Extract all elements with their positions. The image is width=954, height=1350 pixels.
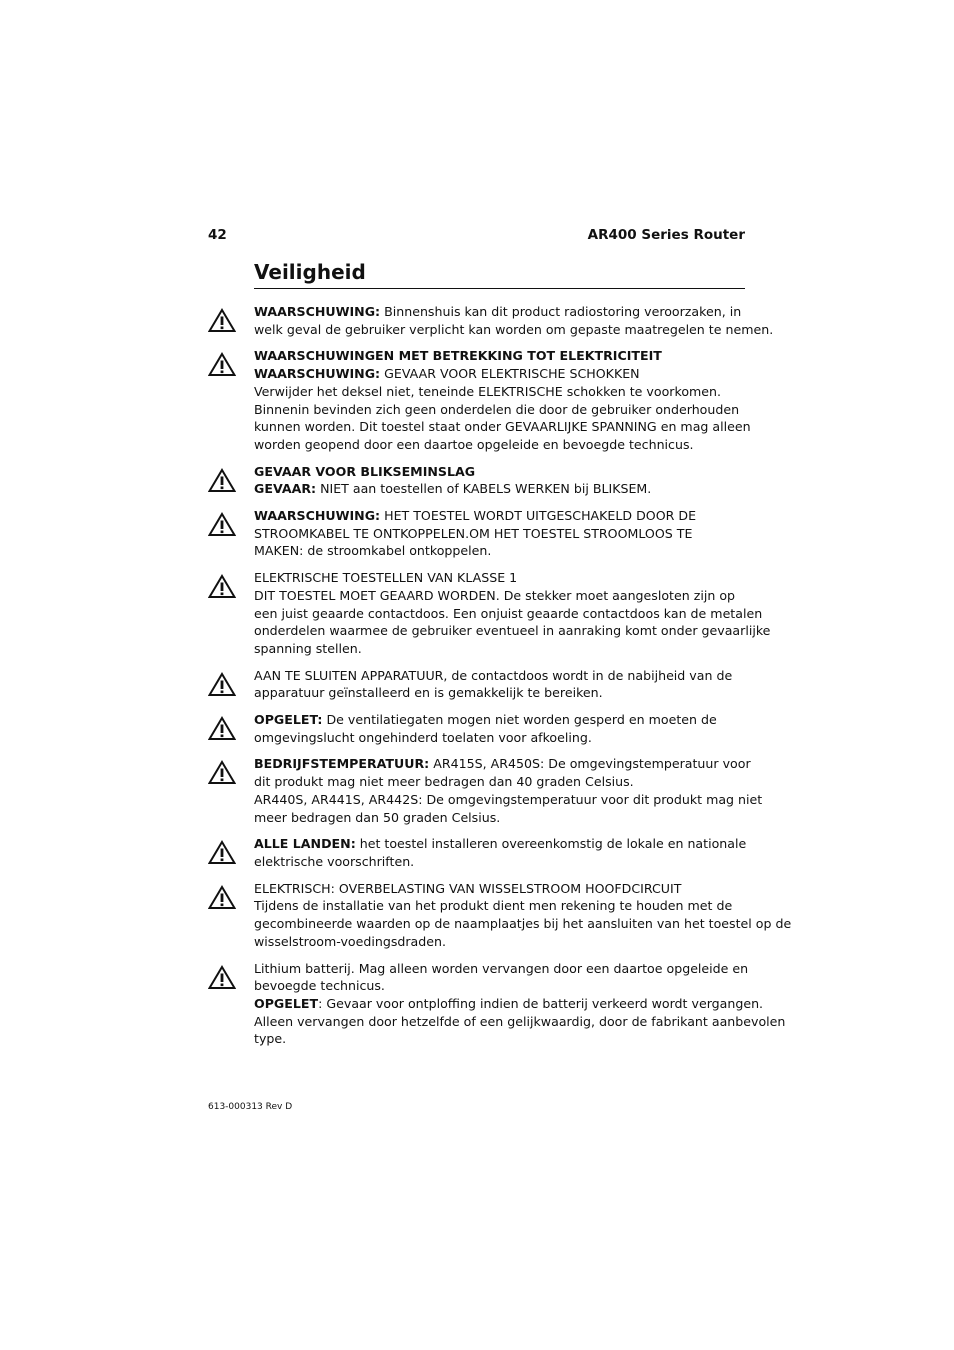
warning-triangle-icon xyxy=(208,840,236,865)
warning-text-line xyxy=(254,1030,745,1048)
warning-triangle-icon xyxy=(208,468,236,493)
warning-text-line xyxy=(254,436,745,454)
warning-text: apparatuur geïnstalleerd en is gemakkelijk te bereiken. xyxy=(254,685,603,701)
warning-entry xyxy=(254,463,745,498)
warning-triangle-icon xyxy=(208,760,236,785)
document-code: 613-000313 Rev D xyxy=(208,1102,293,1112)
warning-text-line xyxy=(254,1013,786,1031)
warning-label: BEDRIJFSTEMPERATUUR: xyxy=(254,756,430,772)
warning-text: meer bedragen dan 50 graden Celsius. xyxy=(254,809,501,825)
page-number: 42 xyxy=(208,227,227,243)
warning-text: omgevingslucht ongehinderd toelaten voor afkoeling. xyxy=(254,729,592,745)
warning-text: Tijdens de installatie van het produkt dient men rekening te houden met de xyxy=(254,898,733,914)
warning-text-line xyxy=(254,365,745,383)
warning-text-line xyxy=(254,401,745,419)
warning-text: elektrische voorschriften. xyxy=(254,853,415,869)
warning-label: WAARSCHUWINGEN MET BETREKKING TOT ELEKTRICITEIT xyxy=(254,348,662,364)
warning-text-line xyxy=(254,640,745,658)
warning-text-line xyxy=(254,995,764,1013)
warning-text: ELEKTRISCHE TOESTELLEN VAN KLASSE 1 xyxy=(254,570,518,586)
warning-label: WAARSCHUWING: xyxy=(254,508,381,524)
warning-entry xyxy=(254,347,751,453)
warning-text-line xyxy=(254,853,745,871)
warning-text-line xyxy=(254,684,745,702)
warning-text: ELEKTRISCH: OVERBELASTING VAN WISSELSTROOM HOOFDCIRCUIT xyxy=(254,880,682,896)
warning-text-line xyxy=(254,729,745,747)
warning-text-line xyxy=(254,809,745,827)
warning-text-line xyxy=(254,791,763,809)
warning-text-line xyxy=(254,480,745,498)
warning-text-line xyxy=(254,587,745,605)
warning-text: STROOMKABEL TE ONTKOPPELEN.OM HET TOESTEL STROOMLOOS TE xyxy=(254,525,693,541)
warning-entry xyxy=(254,960,786,1049)
warning-text-line xyxy=(254,667,745,685)
warning-text: type. xyxy=(254,1031,287,1047)
warning-label: WAARSCHUWING: xyxy=(254,304,381,319)
warning-text: DIT TOESTEL MOET GEAARD WORDEN. De stekker moet aangesloten zijn op xyxy=(254,587,736,603)
warning-text: dit produkt mag niet meer bedragen dan 40 graden Celsius. xyxy=(254,774,634,790)
warning-text-line xyxy=(254,880,745,898)
warning-text: AR440S, AR441S, AR442S: De omgevingstemperatuur voor dit produkt mag niet xyxy=(254,791,763,807)
warning-text-line xyxy=(254,977,745,995)
warning-text: Verwijder het deksel niet, teneinde ELEKTRISCHE schokken te voorkomen. xyxy=(254,383,722,399)
warning-text: HET TOESTEL WORDT UITGESCHAKELD DOOR DE xyxy=(380,508,697,524)
warning-entry xyxy=(254,711,745,746)
warning-text: Lithium batterij. Mag alleen worden vervangen door een daartoe opgeleide en xyxy=(254,960,749,976)
warning-text: kunnen worden. Dit toestel staat onder GEVAARLIJKE SPANNING en mag alleen xyxy=(254,419,751,435)
warning-entry xyxy=(254,835,745,870)
warning-text: De ventilatiegaten mogen niet worden gesperd en moeten de xyxy=(322,712,717,728)
warning-entry xyxy=(254,667,745,702)
warning-text-line xyxy=(254,773,745,791)
warning-text: NIET aan toestellen of KABELS WERKEN bij BLIKSEM. xyxy=(316,481,652,497)
warning-text: onderdelen waarmee de gebruiker eventueel in aanraking komt onder gevaarlijke xyxy=(254,623,771,639)
warning-triangle-icon xyxy=(208,352,236,377)
warning-text-line xyxy=(254,605,763,623)
warning-text-line xyxy=(254,383,745,401)
warning-text: een juist geaarde contactdoos. Een onjuist geaarde contactdoos kan de metalen xyxy=(254,605,763,621)
warning-entry xyxy=(254,755,763,826)
warning-text: Binnenin bevinden zich geen onderdelen die door de gebruiker onderhouden xyxy=(254,401,740,417)
warning-text: Alleen vervangen door hetzelfde of een gelijkwaardig, door de fabrikant aanbevolen xyxy=(254,1013,786,1029)
warning-text: gecombineerde waarden op de naamplaatjes bij het aansluiten van het toestel op de xyxy=(254,916,792,932)
section-title: Veiligheid xyxy=(254,259,745,289)
warning-entry xyxy=(254,507,745,560)
warning-text: Binnenshuis kan dit product radiostoring veroorzaken, in xyxy=(380,304,742,319)
warning-text-line xyxy=(254,755,751,773)
warning-text-line xyxy=(254,915,792,933)
warning-text-line xyxy=(254,525,745,543)
warning-triangle-icon xyxy=(208,512,236,537)
warning-text-line xyxy=(254,711,745,729)
warning-label: GEVAAR VOOR BLIKSEMINSLAG xyxy=(254,463,476,479)
warning-text-line xyxy=(254,835,745,853)
warning-text: AR415S, AR450S: De omgevingstemperatuur voor xyxy=(429,756,751,772)
warning-entry xyxy=(254,880,792,951)
warning-text: GEVAAR VOOR ELEKTRISCHE SCHOKKEN xyxy=(380,366,640,382)
warning-triangle-icon xyxy=(208,716,236,741)
warning-text: MAKEN: de stroomkabel ontkoppelen. xyxy=(254,543,492,559)
warning-label: OPGELET xyxy=(254,995,319,1011)
warning-label: WAARSCHUWING: xyxy=(254,366,381,382)
warning-list xyxy=(254,303,792,1057)
warning-label: GEVAAR: xyxy=(254,481,317,497)
warning-entry xyxy=(254,303,774,338)
document-title: AR400 Series Router xyxy=(587,227,745,243)
warning-label: OPGELET: xyxy=(254,712,323,728)
warning-text-line xyxy=(254,303,745,321)
warning-triangle-icon xyxy=(208,885,236,910)
warning-text-line xyxy=(254,418,751,436)
warning-text: spanning stellen. xyxy=(254,640,362,656)
warning-text-line xyxy=(254,960,749,978)
warning-triangle-icon xyxy=(208,308,236,333)
warning-text: wisselstroom-voedingsdraden. xyxy=(254,933,447,949)
warning-text-line xyxy=(254,542,745,560)
warning-text-line xyxy=(254,933,745,951)
warning-text-line xyxy=(254,321,774,339)
warning-text: : Gevaar voor ontploffing indien de batterij verkeerd wordt vergangen. xyxy=(318,995,764,1011)
warning-text-line xyxy=(254,507,745,525)
warning-text: welk geval de gebruiker verplicht kan worden om gepaste maatregelen te nemen. xyxy=(254,321,774,337)
warning-entry xyxy=(254,569,771,658)
warning-label: ALLE LANDEN: xyxy=(254,836,356,852)
warning-triangle-icon xyxy=(208,574,236,599)
warning-text: bevoegde technicus. xyxy=(254,978,385,994)
warning-text-line xyxy=(254,347,745,365)
warning-text-line xyxy=(254,622,771,640)
warning-text-line xyxy=(254,569,745,587)
warning-text: het toestel installeren overeenkomstig de lokale en nationale xyxy=(355,836,747,852)
warning-triangle-icon xyxy=(208,965,236,990)
warning-text-line xyxy=(254,463,745,481)
warning-triangle-icon xyxy=(208,672,236,697)
warning-text-line xyxy=(254,897,745,915)
warning-text: AAN TE SLUITEN APPARATUUR, de contactdoos wordt in de nabijheid van de xyxy=(254,667,733,683)
warning-text: worden geopend door een daartoe opgeleide en bevoegde technicus. xyxy=(254,436,694,452)
